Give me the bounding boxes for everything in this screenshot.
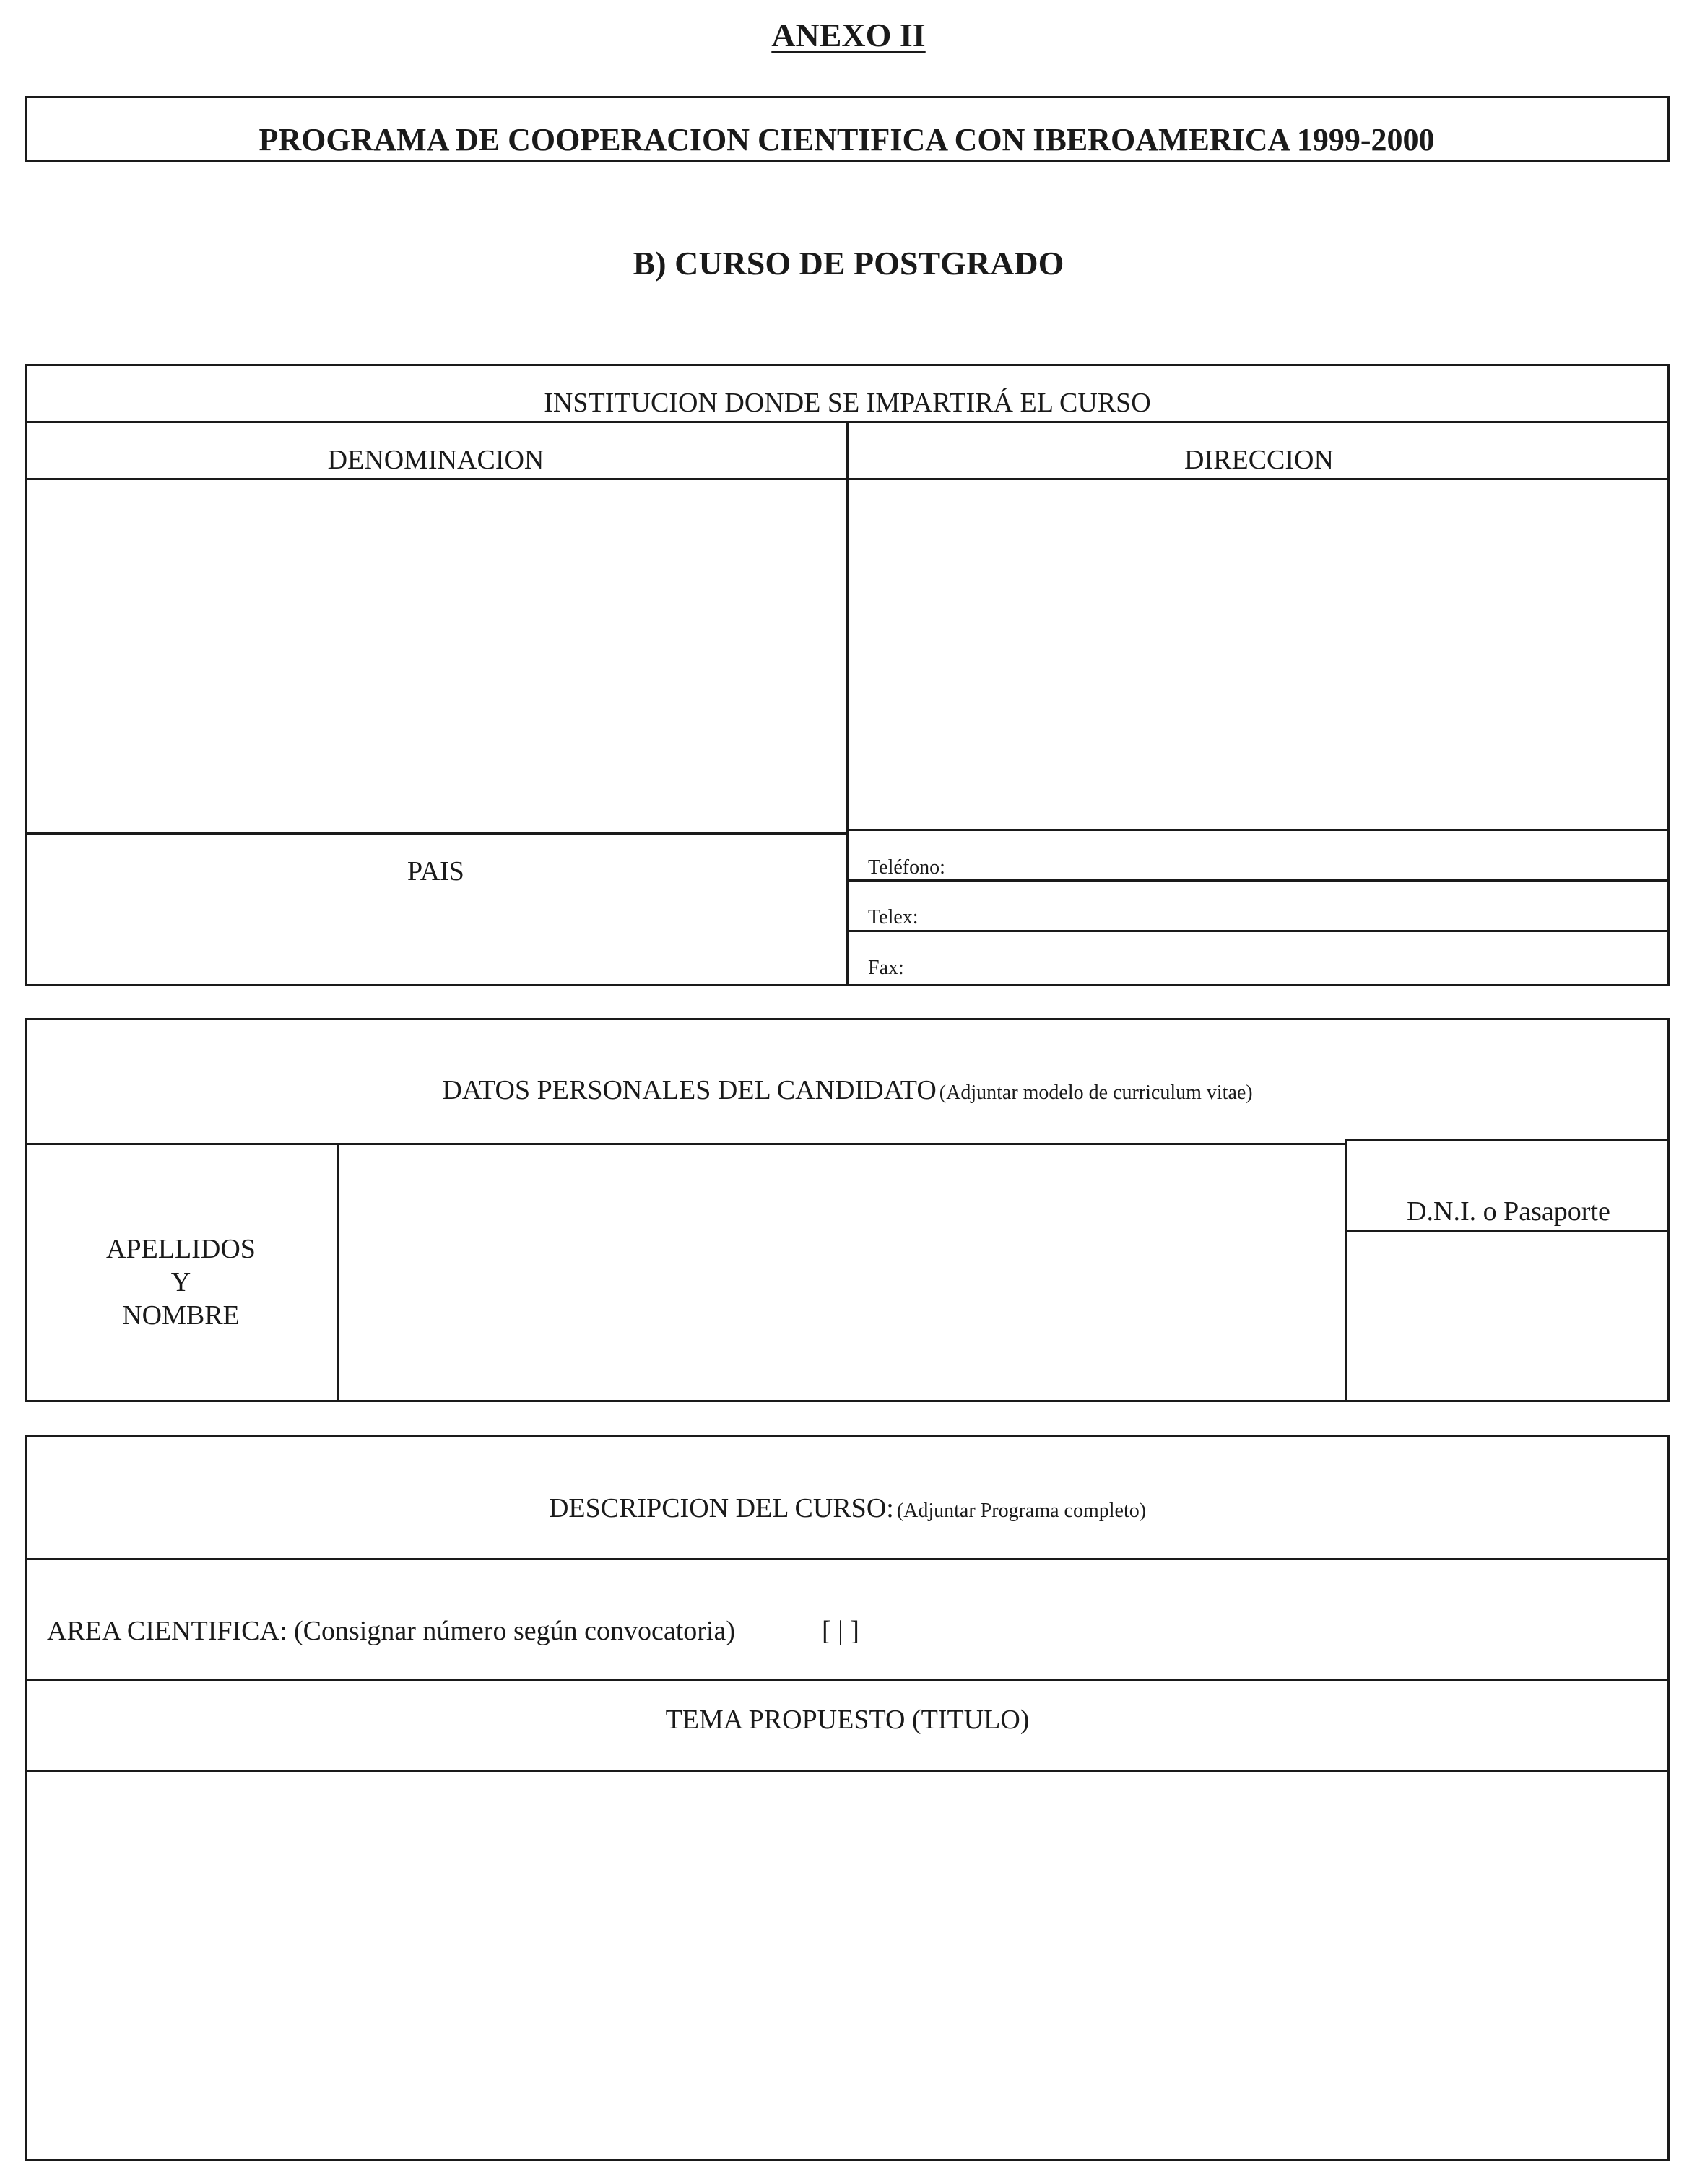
direccion-label: DIRECCION — [1184, 445, 1334, 475]
divider — [25, 1558, 1670, 1560]
tema-label: TEMA PROPUESTO (TITULO) — [665, 1705, 1030, 1735]
dni-label: D.N.I. o Pasaporte — [1407, 1196, 1610, 1227]
divider — [846, 829, 1670, 831]
divider — [25, 832, 848, 835]
course-type-title: B) CURSO DE POSTGRADO — [633, 245, 1064, 282]
name-label-line1: APELLIDOS — [106, 1234, 256, 1264]
tema-field[interactable] — [27, 1772, 1667, 2159]
course-title-text: DESCRIPCION DEL CURSO: — [548, 1493, 894, 1523]
divider — [846, 879, 1670, 882]
institution-title: INSTITUCION DONDE SE IMPARTIRÁ EL CURSO — [544, 388, 1151, 418]
fax-label: Fax: — [868, 957, 904, 979]
candidate-title-note: (Adjuntar modelo de curriculum vitae) — [939, 1082, 1253, 1104]
fax-field[interactable] — [932, 949, 1661, 979]
denominacion-label: DENOMINACION — [327, 445, 544, 475]
telex-field[interactable] — [946, 898, 1661, 928]
telefono-label: Teléfono: — [868, 856, 945, 879]
candidate-title — [25, 1074, 1670, 1106]
pais-label: PAIS — [407, 856, 464, 887]
divider — [25, 1679, 1670, 1681]
dni-field[interactable] — [1347, 1232, 1667, 1400]
telefono-field[interactable] — [968, 849, 1661, 879]
name-field[interactable] — [339, 1145, 1345, 1400]
denominacion-field[interactable] — [27, 480, 846, 832]
area-number-box[interactable]: [ | ] — [822, 1616, 859, 1646]
annex-title: ANEXO II — [771, 17, 926, 53]
course-title — [25, 1492, 1670, 1524]
direccion-field[interactable] — [848, 480, 1667, 829]
divider — [1345, 1139, 1670, 1141]
course-title-note: (Adjuntar Programa completo) — [896, 1500, 1147, 1522]
candidate-title-text: DATOS PERSONALES DEL CANDIDATO — [442, 1075, 937, 1105]
pais-field[interactable] — [27, 892, 846, 984]
telex-label: Telex: — [868, 906, 919, 928]
program-title: PROGRAMA DE COOPERACION CIENTIFICA CON IBEROAMERICA 1999-2000 — [259, 122, 1435, 157]
divider — [846, 930, 1670, 932]
area-cientifica-label: AREA CIENTIFICA: (Consignar número según convocatoria) — [47, 1616, 735, 1646]
name-label-line3: NOMBRE — [122, 1300, 240, 1331]
name-label-line2: Y — [170, 1267, 191, 1297]
